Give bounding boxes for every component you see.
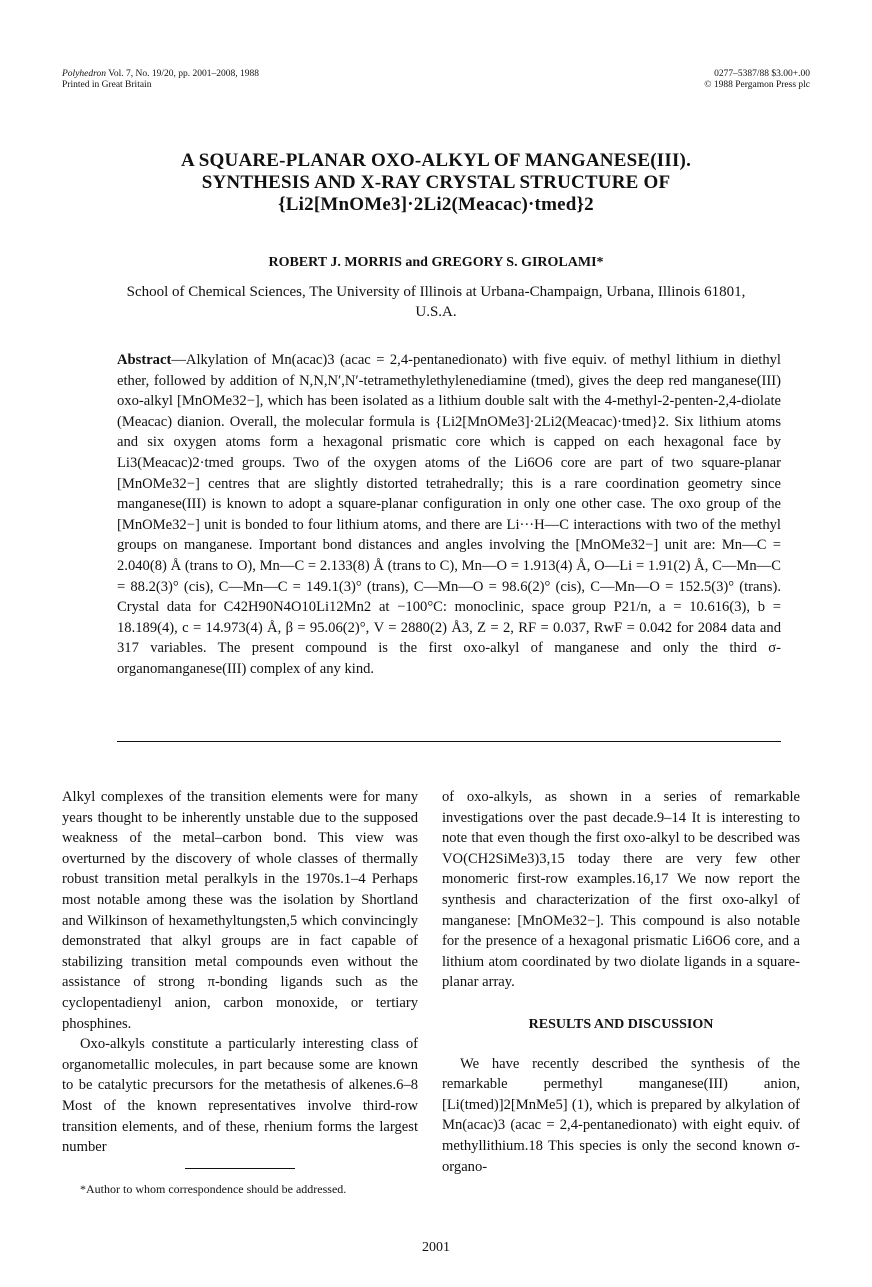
affiliation: School of Chemical Sciences, The University of Illinois at Urbana-Champaign, Urbana, Illinois 61801, U.S.A. — [126, 284, 746, 320]
intro-paragraph-2: Oxo-alkyls constitute a particularly interesting class of organometallic molecules, in part because some are known to be catalytic precursors for the metathesis of alkenes.6–8 Most of the known representatives involve third-row transition elements, and of these, rhenium forms the largest number — [62, 1036, 418, 1156]
page-number: 2001 — [422, 1240, 450, 1255]
printed-in: Printed in Great Britain — [62, 80, 152, 90]
author-1: ROBERT J. MORRIS — [268, 255, 402, 270]
title-line-2: SYNTHESIS AND X-RAY CRYSTAL STRUCTURE OF — [201, 172, 671, 193]
section-heading: RESULTS AND DISCUSSION — [528, 1016, 714, 1032]
right-column — [442, 787, 800, 1177]
paper-title — [80, 150, 792, 216]
footnote: *Author to whom correspondence should be addressed. — [80, 1182, 347, 1196]
results-paragraph-1: We have recently described the synthesis of the remarkable permethyl manganese(III) anion, [Li(tmed)]2[MnMe5] (1), which is prepared by alkylation of Mn(acac)3 (acac = 2,4-pentanedionato) with eight equiv. of methyllithium.18 This species is only the second known σ-organo- — [442, 1055, 800, 1175]
intro-paragraph-3: of oxo-alkyls, as shown in a series of remarkable investigations over the past decade.9–14 It is interesting to note that even though the first oxo-alkyl to be described was VO(CH2SiMe3)3,15 today there are very few other monomeric first-row examples.16,17 We now report the synthesis and characterization of the first oxo-alkyl of manganese: [MnOMe32−]. This compound is also notable for the presence of a hexagonal prismatic Li6O6 core, and a lithium atom coordinated by two diolate ligands in a square-planar array. — [442, 789, 800, 991]
left-column — [62, 787, 418, 1158]
intro-paragraph-1: Alkyl complexes of the transition elements were for many years thought to be inherently unstable due to the supposed weakness of the metal–carbon bond. This view was overturned by the discovery of whole classes of thermally robust transition metal peralkyls in the 1970s.1–4 Perhaps most notable among these was the isolation by Shortland and Wilkinson of hexamethyltungsten,5 which convincingly demonstrated that alkyl groups are in fact capable of stabilizing transition metal compounds even without the assistance of strong π-bonding ligands such as the cyclopentadienyl anion, carbon monoxide, or tertiary phosphines. — [62, 789, 418, 1032]
copyright-block — [704, 69, 810, 91]
journal-volume: Vol. 7, No. 19/20, pp. 2001–2008, 1988 — [105, 69, 259, 79]
title-line-1: A SQUARE-PLANAR OXO-ALKYL OF MANGANESE(III). — [180, 150, 692, 171]
abstract-label: Abstract — [117, 352, 172, 368]
abstract-divider — [117, 741, 781, 742]
price-code: 0277–5387/88 $3.00+.00 — [714, 69, 810, 79]
footnote-divider — [185, 1168, 295, 1169]
journal-citation — [62, 69, 259, 91]
copyright-line: © 1988 Pergamon Press plc — [704, 80, 810, 90]
abstract — [117, 350, 781, 680]
author-2: GREGORY S. GIROLAMI* — [431, 255, 604, 270]
abstract-text: —Alkylation of Mn(acac)3 (acac = 2,4-pentanedionato) with five equiv. of methyl lithium in diethyl ether, followed by addition of N,N,N′,N′-tetramethylethylenediamine (tmed), gives the deep red manganese(III) oxo-alkyl [MnOMe32−], which has been isolated as a lithium double salt with the 4-methyl-2-penten-2,4-diolate (Meacac) dianion. Overall, the molecular formula is {Li2[MnOMe3]·2Li2(Meacac)·tmed}2. Six lithium atoms and six oxygen atoms form a hexagonal prismatic core which is capped on each hexagonal face by Li3(Meacac)2·tmed groups. Two of the oxygen atoms of the Li6O6 core are part of two square-planar [MnOMe32−] centres that are slightly distorted tetrahedrally; this is a rare coordination geometry since manganese(III) is known to adopt a square-planar configuration in only one other case. The oxo group of the [MnOMe32−] unit is bonded to four lithium atoms, and there are Li···H—C interactions with two of the methyl groups on manganese. Important bond distances and angles involving the [MnOMe32−] unit are: Mn—C = 2.040(8) Å (trans to O), Mn—C = 2.133(8) Å (trans to C), Mn—O = 1.913(4) Å, O—Li = 1.91(2) Å, C—Mn—C = 88.2(3)° (cis), C—Mn—C = 149.1(3)° (trans), C—Mn—O = 98.6(2)° (cis), C—Mn—O = 152.5(3)° (trans). Crystal data for C42H90N4O10Li12Mn2 at −100°C: monoclinic, space group P21/n, a = 10.616(3), b = 18.189(4), c = 14.973(4) Å, β = 95.06(2)°, V = 2880(2) Å3, Z = 2, RF = 0.037, RwF = 0.042 for 2084 data and 317 variables. The present compound is the first oxo-alkyl of manganese and only the third σ-organomanganese(III) complex of any kind. — [117, 352, 781, 677]
authors — [80, 255, 792, 271]
journal-name: Polyhedron — [62, 69, 106, 79]
title-line-3: {Li2[MnOMe3]·2Li2(Meacac)·tmed}2 — [278, 194, 594, 215]
author-conjunction: and — [405, 255, 428, 270]
